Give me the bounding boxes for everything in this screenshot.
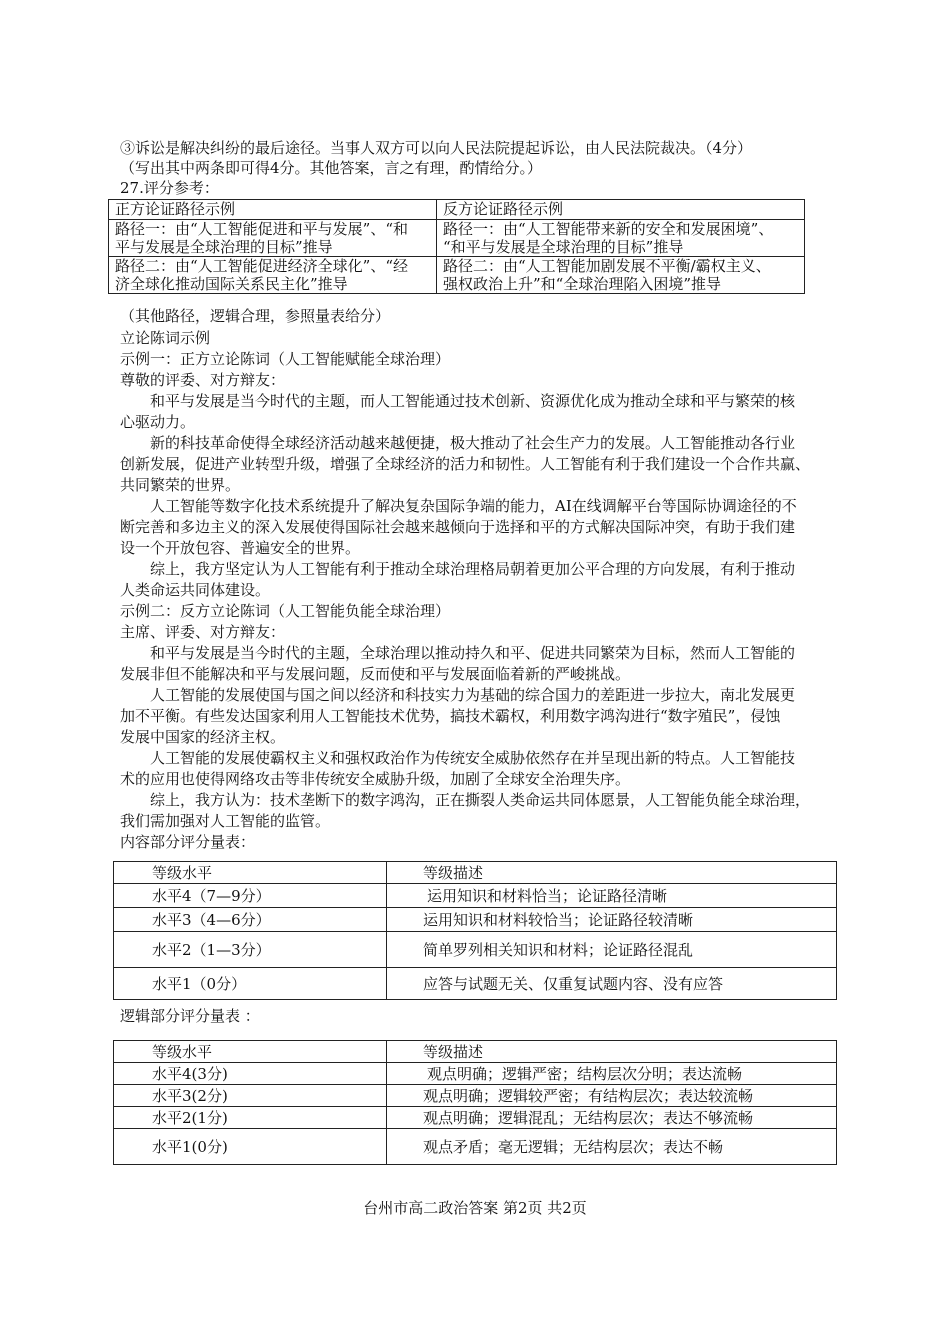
paragraph-line: 人工智能等数字化技术系统提升了解决复杂国际争端的能力，AI在线调解平台等国际协调途径的不: [150, 497, 797, 515]
description-cell: 应答与试题无关、仅重复试题内容、没有应答: [387, 968, 837, 1000]
paragraph-line: 共同繁荣的世界。: [120, 476, 241, 494]
description-cell: 简单罗列相关知识和材料；论证路径混乱: [387, 932, 837, 968]
paragraph-line: 设一个开放包容、普遍安全的世界。: [120, 539, 361, 557]
example-one-title: 示例一：正方立论陈词（人工智能赋能全球治理）: [120, 350, 451, 368]
table-cell: [109, 257, 437, 294]
level-cell: 水平1（0分）: [114, 968, 387, 1000]
table-header-row: [114, 862, 837, 884]
table-row: [114, 884, 837, 908]
level-cell: 水平4（7—9分）: [114, 884, 387, 908]
question-27-heading: 27.评分参考：: [120, 179, 219, 197]
litigation-point: ③诉讼是解决纠纷的最后途径。当事人双方可以向人民法院提起诉讼，由人民法院裁决。（4分）: [120, 139, 753, 157]
table-cell: [436, 257, 804, 294]
paragraph-line: 人工智能的发展使霸权主义和强权政治作为传统安全威胁依然存在并呈现出新的特点。人工智能技: [150, 749, 796, 767]
table-header-row: [109, 200, 805, 220]
paragraph-line: 综上，我方坚定认为人工智能有利于推动全球治理格局朝着更加公平合理的方向发展，有利于推动: [150, 560, 796, 578]
level-cell: 水平3（4—6分）: [114, 908, 387, 932]
table-header-row: [114, 1041, 837, 1063]
level-cell: 水平2(1分): [114, 1107, 387, 1129]
header-cell: 反方论证路径示例: [436, 200, 804, 220]
table-row: [114, 908, 837, 932]
example-two-title: 示例二：反方立论陈词（人工智能负能全球治理）: [120, 602, 451, 620]
table-row: [109, 257, 805, 294]
description-cell: 观点明确；逻辑严密；结构层次分明；表达流畅: [387, 1063, 837, 1085]
page-footer: 台州市高二政治答案 第2页 共2页: [363, 1199, 587, 1217]
description-cell: 运用知识和材料恰当；论证路径清晰: [387, 884, 837, 908]
paragraph-line: 断完善和多边主义的深入发展使得国际社会越来越倾向于选择和平的方式解决国际冲突，有助于我们建: [120, 518, 796, 536]
paragraph-line: 人类命运共同体建设。: [120, 581, 271, 599]
table-row: [114, 1085, 837, 1107]
paragraph-line: 我们需加强对人工智能的监管。: [120, 812, 331, 830]
table-row: [109, 220, 805, 257]
salutation: 主席、评委、对方辩友：: [120, 623, 286, 641]
header-cell: 等级水平: [114, 1041, 387, 1063]
cell-line: “和平与发展是全球治理的目标”推导: [442, 238, 684, 256]
logic-rubric-table: [113, 1040, 837, 1165]
cell-line: 路径一：由“人工智能促进和平与发展”、“和: [115, 220, 409, 238]
paragraph-line: 心驱动力。: [120, 413, 196, 431]
paragraph-line: 发展中国家的经济主权。: [120, 728, 286, 746]
level-cell: 水平3(2分): [114, 1085, 387, 1107]
paragraph-line: 和平与发展是当今时代的主题，而人工智能通过技术创新、资源优化成为推动全球和平与繁荣的核: [150, 392, 796, 410]
paragraph-line: 发展非但不能解决和平与发展问题，反而使和平与发展面临着新的严峻挑战。: [120, 665, 631, 683]
logic-rubric-title: 逻辑部分评分量表 ：: [120, 1007, 260, 1025]
paragraph-line: 术的应用也使得网络攻击等非传统安全威胁升级，加剧了全球安全治理失序。: [120, 770, 631, 788]
header-cell: 等级描述: [387, 1041, 837, 1063]
table-row: [114, 1107, 837, 1129]
paragraph-line: 综上，我方认为：技术垄断下的数字鸿沟，正在撕裂人类命运共同体愿景，人工智能负能全球治理，: [150, 791, 811, 809]
cell-line: 强权政治上升”和“全球治理陷入困境”推导: [442, 275, 721, 293]
description-cell: 观点明确；逻辑混乱；无结构层次；表达不够流畅: [387, 1107, 837, 1129]
paragraph-line: 加不平衡。有些发达国家利用人工智能技术优势，搞技术霸权，利用数字鸿沟进行“数字殖民”，侵蚀: [120, 707, 781, 725]
content-rubric-title: 内容部分评分量表：: [120, 833, 256, 851]
cell-line: 路径二：由“人工智能加剧发展不平衡/霸权主义、: [442, 257, 771, 275]
salutation: 尊敬的评委、对方辩友：: [120, 371, 286, 389]
argument-path-table: [108, 199, 805, 294]
table-cell: [436, 220, 804, 257]
level-cell: 水平2（1—3分）: [114, 932, 387, 968]
cell-line: 路径二：由“人工智能促进经济全球化”、“经: [115, 257, 409, 275]
header-cell: 正方论证路径示例: [109, 200, 437, 220]
description-cell: 运用知识和材料较恰当；论证路径较清晰: [387, 908, 837, 932]
scoring-note: （写出其中两条即可得4分。其他答案，言之有理，酌情给分。）: [120, 159, 543, 177]
description-cell: 观点明确；逻辑较严密；有结构层次；表达较流畅: [387, 1085, 837, 1107]
other-paths-note: （其他路径，逻辑合理，参照量表给分）: [120, 307, 391, 325]
paragraph-line: 创新发展，促进产业转型升级，增强了全球经济的活力和韧性。人工智能有利于我们建设一个合作共赢、: [120, 455, 811, 473]
level-cell: 水平4(3分): [114, 1063, 387, 1085]
level-cell: 水平1(0分): [114, 1129, 387, 1165]
paragraph-line: 新的科技革命使得全球经济活动越来越便捷，极大推动了社会生产力的发展。人工智能推动各行业: [150, 434, 796, 452]
paragraph-line: 和平与发展是当今时代的主题，全球治理以推动持久和平、促进共同繁荣为目标，然而人工智能的: [150, 644, 796, 662]
table-row: [114, 1063, 837, 1085]
content-rubric-table: [113, 861, 837, 1000]
table-row: [114, 932, 837, 968]
table-row: [114, 1129, 837, 1165]
paragraph-line: 人工智能的发展使国与国之间以经济和科技实力为基础的综合国力的差距进一步拉大，南北发展更: [150, 686, 796, 704]
cell-line: 平与发展是全球治理的目标”推导: [115, 238, 333, 256]
table-row: [114, 968, 837, 1000]
opening-examples-heading: 立论陈词示例: [120, 329, 211, 347]
description-cell: 观点矛盾；毫无逻辑；无结构层次；表达不畅: [387, 1129, 837, 1165]
header-cell: 等级水平: [114, 862, 387, 884]
cell-line: 济全球化推动国际关系民主化”推导: [115, 275, 348, 293]
cell-line: 路径一：由“人工智能带来新的安全和发展困境”、: [442, 220, 774, 238]
header-cell: 等级描述: [387, 862, 837, 884]
table-cell: [109, 220, 437, 257]
